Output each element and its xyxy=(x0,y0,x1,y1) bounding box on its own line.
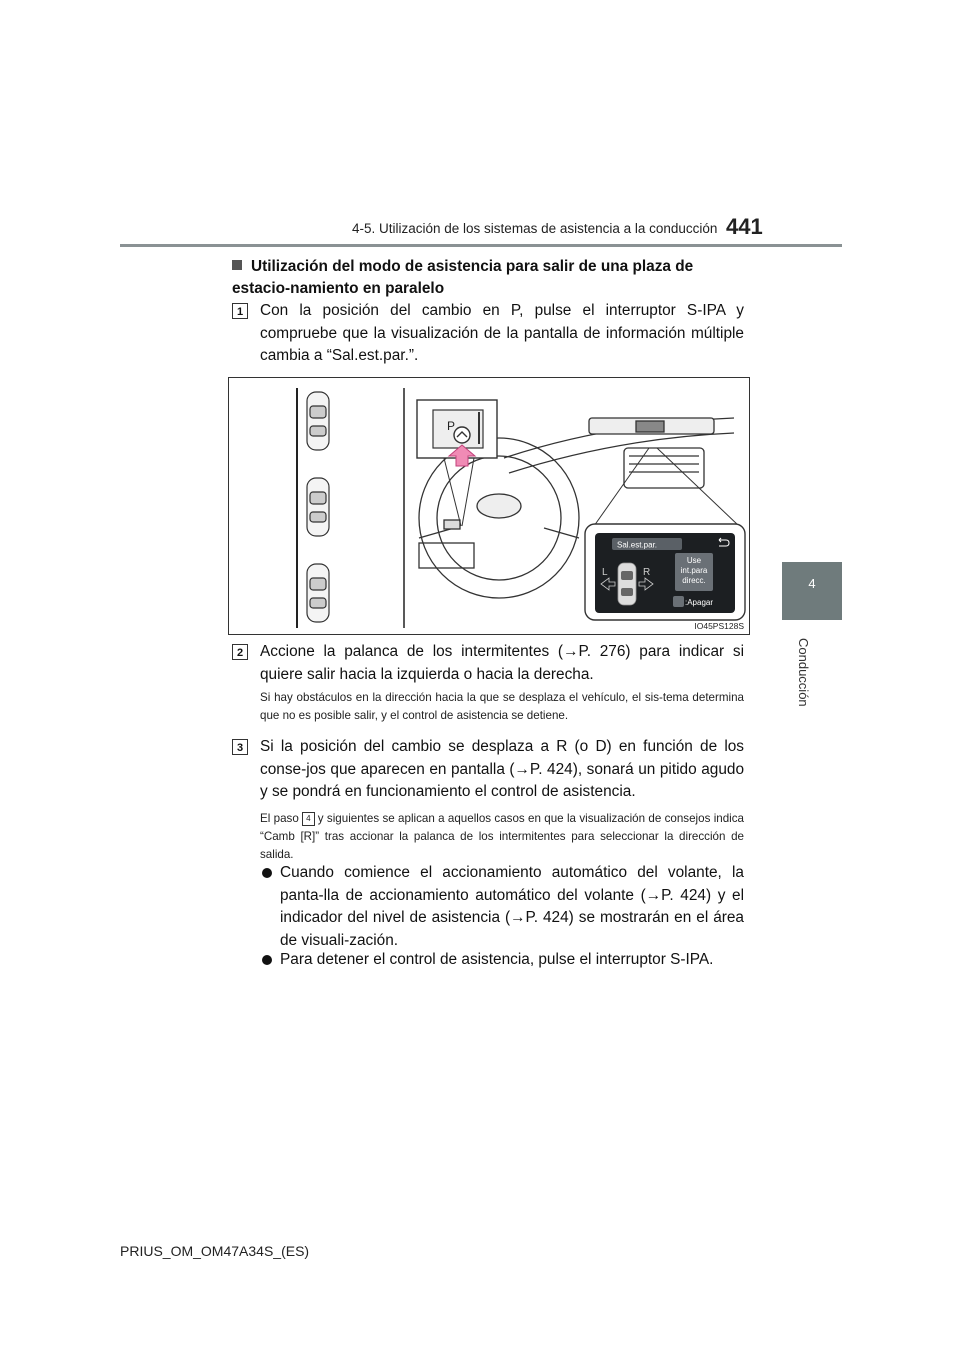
multi-info-display xyxy=(585,524,745,620)
car-top-view-icon xyxy=(618,563,636,605)
step-ref-box: 4 xyxy=(302,812,315,826)
step-3-note-prefix: El paso xyxy=(260,812,299,825)
button-line-2: int.para xyxy=(680,566,708,575)
display-left-label: L xyxy=(602,567,608,578)
s-ipa-small-icon xyxy=(673,596,684,607)
off-label: :Apagar xyxy=(685,598,714,607)
step-2-note: Si hay obstáculos en la dirección hacia la que se desplaza el vehículo, el sis-tema determina que no es posible salir, y el control de asistencia se detiene. xyxy=(260,691,744,722)
header-section-title: 4-5. Utilización de los sistemas de asistencia a la conducción xyxy=(352,221,718,236)
button-line-3: direcc. xyxy=(682,576,706,585)
footer-doc-code: PRIUS_OM_OM47A34S_(ES) xyxy=(120,1243,310,1259)
parked-cars-diagram xyxy=(297,388,404,628)
bullet-dot-icon xyxy=(262,868,272,878)
chapter-tab-number: 4 xyxy=(808,576,816,591)
section-heading-text: Utilización del modo de asistencia para salir de una plaza de estacio-namiento en paralelo xyxy=(232,258,694,297)
illustration-figure xyxy=(228,377,750,635)
heading-square-icon xyxy=(232,260,242,270)
bullet-text: Cuando comience el accionamiento automático del volante, la panta-lla de accionamiento automático del volante (→P. 424) y el indicador del nivel de asistencia (→P. 424) se mostrarán en el área de visuali-zación. xyxy=(280,864,744,949)
step-2-text: Accione la palanca de los intermitentes (→P. 276) para indicar si quiere salir hacia la izquierda o hacia la derecha. xyxy=(260,643,744,683)
bullet-item xyxy=(262,862,744,952)
switch-p-label: P xyxy=(447,419,456,433)
step-1-text: Con la posición del cambio en P, pulse el interruptor S-IPA y compruebe que la visualización de la pantalla de información múltiple cambia a “Sal.est.par.”. xyxy=(260,302,744,364)
bullet-dot-icon xyxy=(262,955,272,965)
step-number-1: 1 xyxy=(232,303,248,319)
bullet-item xyxy=(262,949,744,972)
header-rule xyxy=(120,244,842,247)
section-heading xyxy=(232,256,747,300)
car-icon xyxy=(307,478,329,536)
display-title: Sal.est.par. xyxy=(617,540,658,550)
step-number-3: 3 xyxy=(232,739,248,755)
bullet-text: Para detener el control de asistencia, pulse el interruptor S-IPA. xyxy=(280,951,714,968)
car-icon xyxy=(307,564,329,622)
parking-illustration xyxy=(229,378,749,634)
chapter-tab-label: Conducción xyxy=(796,638,811,707)
car-icon xyxy=(307,392,329,450)
step-number-2: 2 xyxy=(232,644,248,660)
step-3-text: Si la posición del cambio se desplaza a R (o D) en función de los conse-jos que aparecen en pantalla (→P. 424), sonará un pitido agudo y se pondrá en funcionamiento el control de asistencia. xyxy=(260,738,744,800)
button-line-1: Use xyxy=(686,556,702,565)
page-number: 441 xyxy=(726,214,763,239)
step-3-note xyxy=(260,810,744,864)
display-right-label: R xyxy=(643,567,651,578)
figure-code: IO45PS128S xyxy=(694,621,744,631)
step-3-note-suffix: y siguientes se aplican a aquellos casos en que la visualización de consejos indica “Camb [R]” tras accionar la palanca de los intermitentes para seleccionar la dirección de salida. xyxy=(260,812,744,861)
chapter-tab xyxy=(782,562,842,620)
